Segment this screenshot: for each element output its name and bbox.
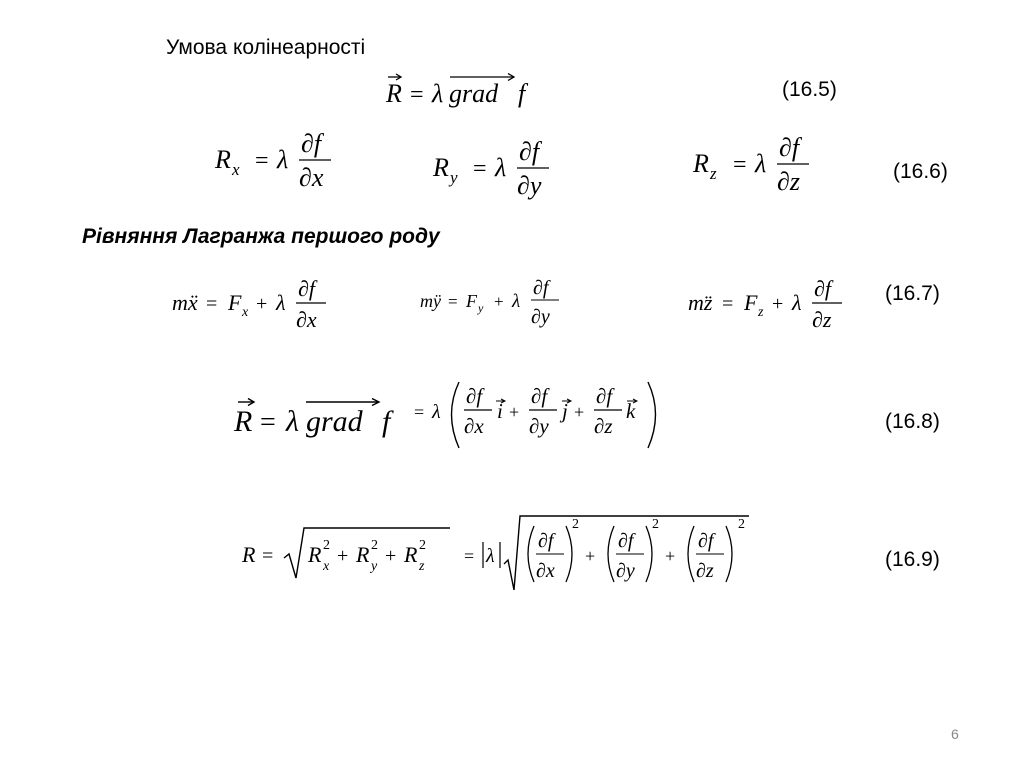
page-number: 6 <box>951 726 959 742</box>
svg-text:∂x: ∂x <box>464 414 484 438</box>
svg-text:∂f: ∂f <box>533 277 549 299</box>
svg-text:z: z <box>710 164 717 183</box>
svg-text:2: 2 <box>572 517 579 532</box>
svg-text:λ: λ <box>486 545 495 567</box>
svg-text:mÿ: mÿ <box>420 291 441 311</box>
svg-text:z: z <box>419 559 425 574</box>
eq-number-16-9: (16.9) <box>885 548 940 571</box>
formula-16-8-right <box>412 376 662 456</box>
svg-text:R: R <box>242 542 256 567</box>
svg-text:y: y <box>450 168 458 187</box>
svg-text:+: + <box>509 402 520 422</box>
svg-text:grad: grad <box>306 405 363 438</box>
svg-text:∂y: ∂y <box>529 414 549 438</box>
formula-16-5 <box>380 68 540 112</box>
svg-text:mz̈: mz̈ <box>688 290 713 315</box>
svg-text:∂f: ∂f <box>466 384 483 408</box>
formula-16-7-z <box>688 272 858 342</box>
svg-text:∂f: ∂f <box>301 129 322 158</box>
formula-16-7-y <box>420 272 580 338</box>
collinearity-heading: Умова колінеарності <box>166 36 366 59</box>
formula-16-6-ry <box>433 130 558 210</box>
svg-text:R: R <box>308 542 322 567</box>
svg-text:R: R <box>404 542 418 567</box>
svg-text:2: 2 <box>419 538 426 553</box>
svg-text:2: 2 <box>371 538 378 553</box>
svg-text:∂f: ∂f <box>519 137 540 166</box>
svg-text:f: f <box>382 405 391 438</box>
svg-text:2: 2 <box>323 538 330 553</box>
svg-text:=: = <box>722 293 734 315</box>
svg-text:=: = <box>262 545 274 567</box>
svg-text:f: f <box>518 79 526 108</box>
svg-text:R: R <box>234 405 253 438</box>
formula-16-8-left <box>232 393 397 441</box>
formula-16-7-x <box>172 272 342 342</box>
svg-text:λ: λ <box>792 290 802 315</box>
svg-text:=: = <box>414 402 425 422</box>
svg-text:=: = <box>448 292 458 311</box>
svg-text:R: R <box>215 145 231 174</box>
svg-text:2: 2 <box>738 517 745 532</box>
svg-text:∂x: ∂x <box>299 163 324 192</box>
svg-text:=: = <box>206 293 218 315</box>
svg-text:λ: λ <box>277 145 289 174</box>
svg-text:F: F <box>228 290 242 315</box>
svg-text:=: = <box>260 407 276 438</box>
svg-text:+: + <box>665 546 676 566</box>
svg-text:∂y: ∂y <box>517 171 542 200</box>
svg-text:+: + <box>585 546 596 566</box>
svg-text:+: + <box>385 545 397 567</box>
svg-text:F: F <box>744 290 758 315</box>
svg-text:R: R <box>693 149 709 178</box>
svg-text:x: x <box>232 160 240 179</box>
svg-text:=: = <box>464 546 475 566</box>
svg-text:=: = <box>733 152 747 178</box>
svg-text:∂y: ∂y <box>531 306 550 328</box>
svg-text:y: y <box>478 301 484 315</box>
formula-16-6-rx <box>215 122 340 202</box>
svg-text:2: 2 <box>652 517 659 532</box>
svg-text:∂z: ∂z <box>696 560 714 582</box>
svg-text:∂f: ∂f <box>814 276 831 301</box>
svg-text:+: + <box>772 293 784 315</box>
svg-text:j: j <box>562 399 568 423</box>
svg-text:∂f: ∂f <box>531 384 548 408</box>
eq-number-16-5: (16.5) <box>782 78 837 101</box>
svg-text:λ: λ <box>432 401 441 423</box>
svg-text:grad: grad <box>449 79 499 108</box>
svg-text:∂y: ∂y <box>616 560 635 582</box>
svg-text:=: = <box>410 82 424 108</box>
svg-text:∂f: ∂f <box>618 530 634 552</box>
svg-text:+: + <box>337 545 349 567</box>
svg-text:x: x <box>242 305 249 320</box>
svg-text:λ: λ <box>286 405 299 438</box>
eq-number-16-6: (16.6) <box>893 160 948 183</box>
svg-text:=: = <box>473 156 487 182</box>
svg-text:∂z: ∂z <box>812 307 832 332</box>
svg-text:∂f: ∂f <box>538 530 554 552</box>
svg-text:∂z: ∂z <box>594 414 613 438</box>
svg-text:y: y <box>371 559 378 574</box>
svg-text:R: R <box>356 542 370 567</box>
svg-text:i: i <box>497 399 503 423</box>
formula-16-9-right <box>462 510 754 594</box>
svg-text:λ: λ <box>432 79 444 108</box>
svg-text:∂f: ∂f <box>779 133 800 162</box>
svg-text:∂x: ∂x <box>536 560 555 582</box>
svg-text:k: k <box>626 399 636 423</box>
lagrange-heading: Рівняння Лагранжа першого роду <box>82 225 440 248</box>
formula-16-6-rz <box>693 126 818 206</box>
svg-text:+: + <box>256 293 268 315</box>
svg-text:∂z: ∂z <box>777 167 800 196</box>
eq-number-16-8: (16.8) <box>885 410 940 433</box>
svg-text:F: F <box>466 291 477 311</box>
svg-text:∂x: ∂x <box>296 307 317 332</box>
svg-text:∂f: ∂f <box>698 530 714 552</box>
svg-text:+: + <box>494 292 504 311</box>
svg-text:x: x <box>323 559 330 574</box>
svg-text:+: + <box>574 402 585 422</box>
svg-text:z: z <box>758 305 764 320</box>
svg-text:mẍ: mẍ <box>172 290 198 315</box>
svg-text:R: R <box>386 79 402 108</box>
svg-text:=: = <box>255 148 269 174</box>
svg-text:∂f: ∂f <box>298 276 315 301</box>
svg-text:λ: λ <box>276 290 286 315</box>
svg-text:∂f: ∂f <box>596 384 613 408</box>
eq-number-16-7: (16.7) <box>885 282 940 305</box>
svg-text:λ: λ <box>512 291 521 312</box>
svg-text:R: R <box>433 153 449 182</box>
svg-text:λ: λ <box>755 149 767 178</box>
formula-16-9-left <box>240 522 455 584</box>
svg-text:λ: λ <box>495 153 507 182</box>
